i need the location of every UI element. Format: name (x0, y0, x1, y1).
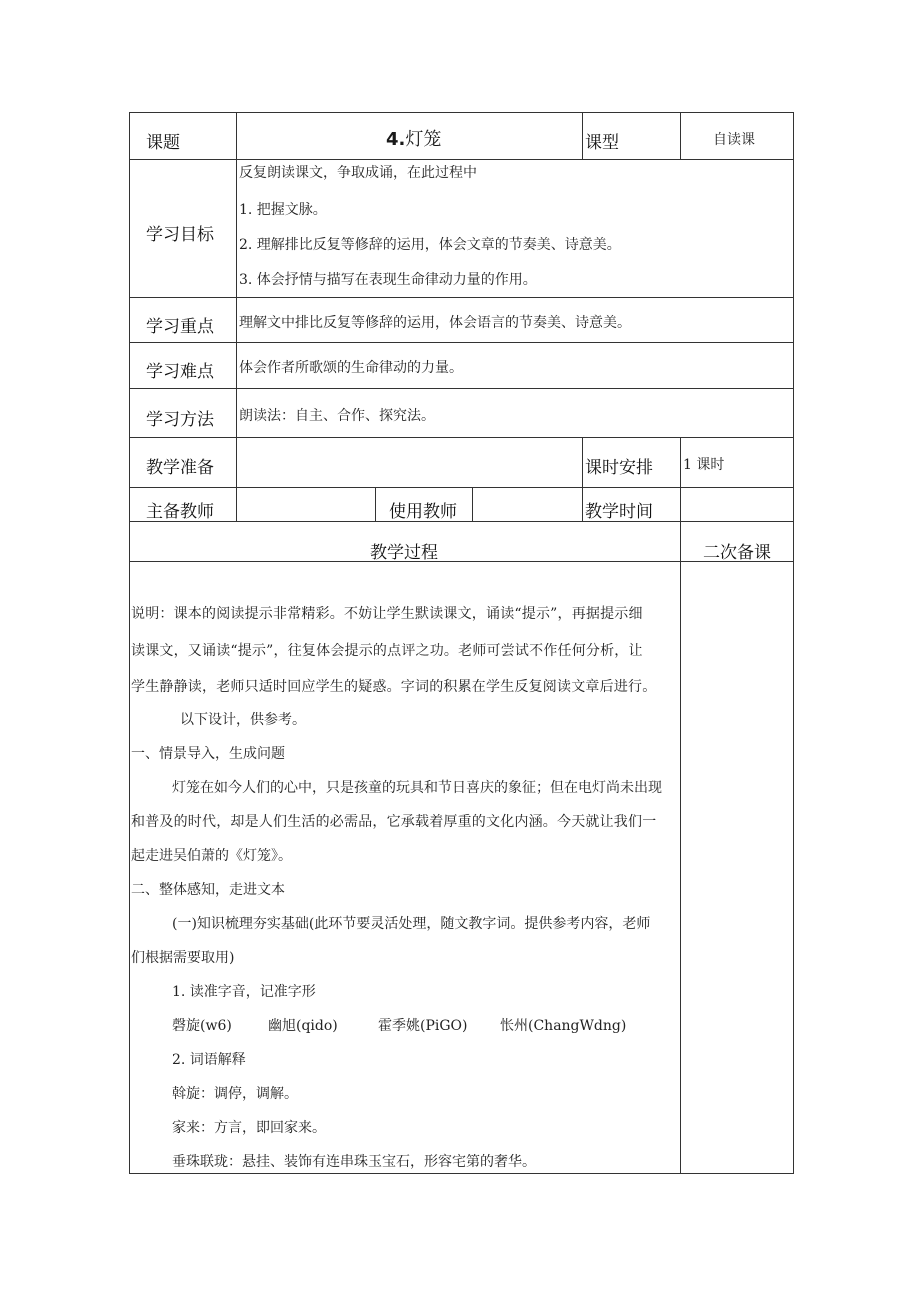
type-label: 课型 (585, 133, 619, 153)
process-label: 教学过程 (370, 543, 438, 563)
hours-value: 1 课时 (683, 457, 725, 473)
row-divider (129, 521, 794, 522)
row-divider (129, 487, 794, 488)
difficulty-value: 体会作者所歌颂的生命律动的力量。 (239, 360, 463, 376)
teach-time-label: 教学时间 (585, 502, 653, 522)
lesson-title (386, 125, 441, 151)
column-divider (375, 487, 376, 522)
goal-line: 2. 理解排比反复等修辞的运用，体会文章的节奏美、诗意美。 (239, 237, 621, 253)
focus-value: 理解文中排比反复等修辞的运用，体会语言的节奏美、诗意美。 (239, 315, 631, 331)
goal-line: 反复朗读课文，争取成诵，在此过程中 (239, 165, 477, 181)
process-line: 们根据需要取用) (131, 950, 235, 966)
column-divider (680, 437, 681, 522)
row-divider (129, 297, 794, 298)
table-border-right (793, 112, 794, 1174)
row-divider (129, 159, 794, 160)
process-line: 和普及的时代，却是人们生活的必需品，它承载着厚重的文化内涵。今天就让我们一 (131, 814, 657, 830)
use-teacher-label: 使用教师 (389, 502, 457, 522)
prep-label: 教学准备 (146, 458, 214, 478)
table-border-top (129, 112, 794, 113)
lesson-number: 4. (386, 129, 406, 150)
lesson-title-text: 灯笼 (405, 129, 442, 150)
difficulty-label: 学习难点 (146, 362, 214, 382)
row-divider (129, 388, 794, 389)
row-divider (129, 437, 794, 438)
process-line: 垂珠联珑：悬挂、装饰有连串珠玉宝石，形容宅第的奢华。 (172, 1154, 536, 1170)
second-prep-divider (680, 521, 681, 1174)
process-line: 家来：方言，即回家来。 (172, 1120, 326, 1136)
process-line: 学生静静读，老师只适时回应学生的疑惑。字词的积累在学生反复阅读文章后进行。 (131, 679, 657, 695)
pinyin-item: 磬旋(w6) (172, 1018, 232, 1034)
process-line: (一)知识梳理夯实基础(此环节要灵活处理，随文教字词。提供参考内容，老师 (172, 916, 651, 932)
pinyin-item: 怅州(ChangWdng) (500, 1018, 627, 1034)
process-line: 斡旋：调停，调解。 (172, 1086, 298, 1102)
column-divider (472, 487, 473, 522)
label-column-divider (236, 112, 237, 522)
process-line: 起走进吴伯萧的《灯笼》。 (131, 848, 292, 864)
second-prep-label: 二次备课 (703, 543, 771, 563)
process-line: 读课文，又诵读“提示”，往复体会提示的点评之功。老师可尝试不作任何分析，让 (131, 643, 643, 659)
pinyin-item: 霍季姚(PiGO) (378, 1018, 468, 1034)
focus-label: 学习重点 (146, 317, 214, 337)
hours-label: 课时安排 (585, 458, 653, 478)
goals-label: 学习目标 (146, 225, 214, 245)
method-value: 朗读法：自主、合作、探究法。 (239, 408, 435, 424)
goal-line: 3. 体会抒情与描写在表现生命律动力量的作用。 (239, 272, 537, 288)
row-divider (129, 561, 794, 562)
section-heading: 一、情景导入，生成问题 (131, 746, 285, 762)
pinyin-item: 幽旭(qido) (268, 1018, 338, 1034)
section-heading: 二、整体感知，走进文本 (131, 882, 285, 898)
goal-line: 1. 把握文脉。 (239, 202, 327, 218)
lead-teacher-label: 主备教师 (146, 502, 214, 522)
row-divider (129, 342, 794, 343)
table-border-bottom (129, 1173, 794, 1174)
table-border-left (129, 112, 130, 1174)
process-line: 2. 词语解释 (172, 1052, 246, 1068)
column-divider (680, 112, 681, 160)
process-line: 灯笼在如今人们的心中，只是孩童的玩具和节日喜庆的象征；但在电灯尚未出现 (172, 780, 662, 796)
process-line: 1. 读准字音，记准字形 (172, 984, 316, 1000)
method-label: 学习方法 (146, 410, 214, 430)
process-line: 以下设计，供参考。 (180, 712, 306, 728)
column-divider (582, 112, 583, 160)
column-divider (582, 437, 583, 522)
process-line: 说明：课本的阅读提示非常精彩。不妨让学生默读课文，诵读“提示”，再据提示细 (131, 606, 643, 622)
topic-label: 课题 (146, 133, 180, 153)
type-value: 自读课 (713, 132, 755, 148)
